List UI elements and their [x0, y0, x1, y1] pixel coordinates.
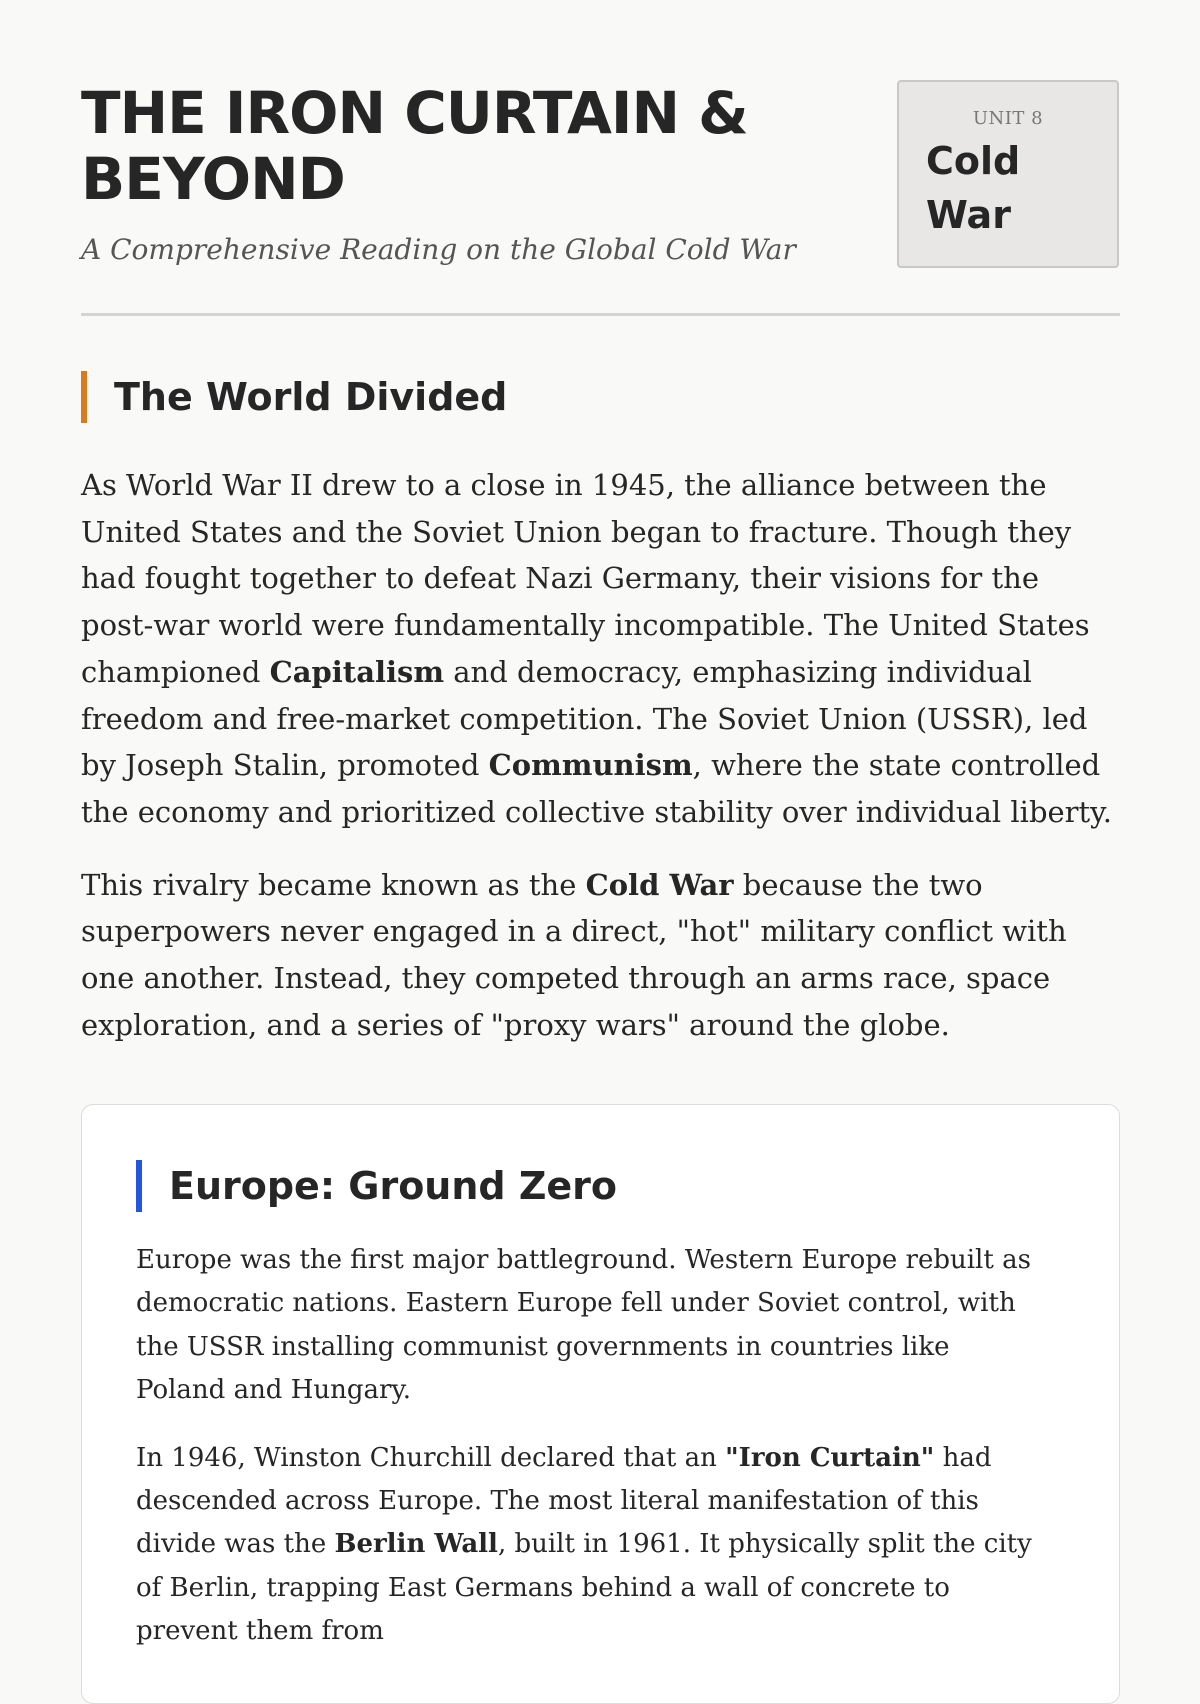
paragraph: [81, 862, 1120, 1049]
paragraph: Europe was the first major battleground. Western Europe rebuilt as democratic nations. Eastern Europe fell under Soviet control, with the USSR installing communist governments in countries like Poland and Hungary.: [136, 1245, 1031, 1406]
document-page: [81, 0, 1120, 1647]
unit-label: UNIT 8: [972, 108, 1044, 129]
page-title: THE IRON CURTAIN & BEYOND: [81, 79, 748, 213]
text-run: In 1946, Winston Churchill declared that an: [136, 1442, 726, 1473]
section-heading: [136, 1159, 1036, 1213]
section-body: [136, 1239, 1036, 1654]
paragraph: [136, 1437, 1036, 1654]
section-heading-text: Europe: Ground Zero: [169, 1164, 618, 1208]
header-divider: [81, 313, 1120, 316]
section-card-europe: [81, 1104, 1120, 1704]
heading-accent-bar: [81, 371, 87, 423]
key-term: Berlin Wall: [334, 1529, 498, 1560]
section-world-divided: [81, 370, 1120, 1074]
text-run: , built in 1961. It physically split the city of Berlin, trapping East Germans behind a wall of concrete to prevent them from: [136, 1529, 1032, 1647]
heading-accent-bar: [136, 1160, 142, 1212]
key-term: "Iron Curtain": [725, 1442, 935, 1473]
text-run: had descended across Europe. The most literal manifestation of this divide was the: [136, 1442, 992, 1560]
key-term: Capitalism: [269, 654, 445, 689]
unit-name: Cold War: [926, 139, 1021, 237]
page-subtitle: A Comprehensive Reading on the Global Cold War: [81, 233, 796, 266]
text-run: This rivalry became known as the: [81, 867, 586, 902]
text-run: because the two superpowers never engaged in a direct, "hot" military conflict with one another. Instead, they competed through an arms race, space exploration, and a series of "proxy wars" around the globe.: [81, 867, 1067, 1042]
section-body: [81, 462, 1120, 1048]
text-run: and democracy, emphasizing individual freedom and free-market competition. The Soviet Union (USSR), led by Joseph Stalin, promoted: [81, 654, 1088, 783]
section-heading: [81, 370, 1120, 424]
key-term: Cold War: [585, 867, 734, 902]
section-heading-text: The World Divided: [114, 375, 508, 419]
paragraph: [81, 462, 1120, 836]
unit-badge: [897, 80, 1119, 268]
text-run: As World War II drew to a close in 1945, the alliance between the United States and the Soviet Union began to fracture. Though they had fought together to defeat Nazi Germany, their visions for the post-war world were fundamentally incompatible. The United States championed: [81, 468, 1090, 689]
document-header: [81, 0, 1120, 316]
key-term: Communism: [488, 748, 693, 783]
text-run: , where the state controlled the economy and prioritized collective stability over individual liberty.: [81, 748, 1112, 829]
